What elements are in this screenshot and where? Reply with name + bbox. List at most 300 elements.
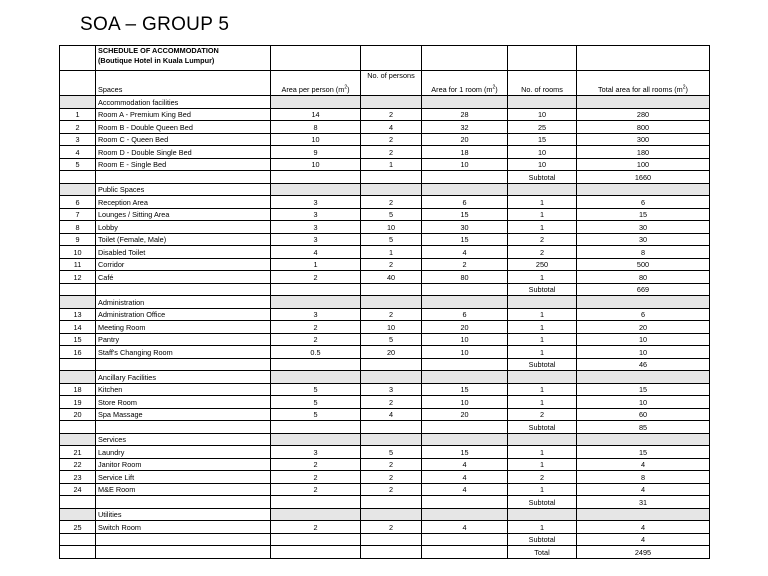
total-area-value: 30 — [577, 221, 710, 234]
subtotal-blank-cell — [96, 358, 271, 371]
no-of-persons-value: 1 — [361, 158, 422, 171]
space-name: Spa Massage — [96, 408, 271, 421]
area-per-person-value: 2 — [271, 271, 361, 284]
row-number: 23 — [60, 471, 96, 484]
section-header-row — [60, 433, 710, 446]
row-number: 18 — [60, 383, 96, 396]
subtotal-value: 46 — [577, 358, 710, 371]
subtotal-blank-cell — [96, 283, 271, 296]
area-per-person-text: Area per person (m — [281, 85, 345, 94]
space-name: Room C - Queen Bed — [96, 133, 271, 146]
area-per-person-value: 3 — [271, 208, 361, 221]
total-blank-cell — [422, 546, 508, 559]
area-per-person-value: 2 — [271, 321, 361, 334]
space-name: Janitor Room — [96, 458, 271, 471]
section-header-row — [60, 371, 710, 384]
table-row — [60, 208, 710, 221]
no-of-rooms-value: 1 — [508, 383, 577, 396]
area-per-person-value: 2 — [271, 458, 361, 471]
subtotal-blank-cell — [361, 533, 422, 546]
row-number: 9 — [60, 233, 96, 246]
space-name: Room D - Double Single Bed — [96, 146, 271, 159]
area-per-person-value: 5 — [271, 396, 361, 409]
area-per-person-value: 5 — [271, 383, 361, 396]
no-of-rooms-value: 1 — [508, 321, 577, 334]
area-per-person-value: 3 — [271, 233, 361, 246]
subtotal-row — [60, 533, 710, 546]
section-blank-cell — [508, 183, 577, 196]
space-name: Lounges / Sitting Area — [96, 208, 271, 221]
no-of-rooms-value: 10 — [508, 108, 577, 121]
subtotal-row — [60, 496, 710, 509]
column-header-no-of-persons — [361, 71, 422, 96]
area-per-person-value: 1 — [271, 258, 361, 271]
area-one-room-value: 4 — [422, 521, 508, 534]
area-one-room-value: 6 — [422, 308, 508, 321]
no-of-persons-value: 2 — [361, 108, 422, 121]
no-of-persons-value: 2 — [361, 521, 422, 534]
section-blank-cell — [271, 371, 361, 384]
column-header-area-per-person — [271, 71, 361, 96]
section-blank-cell — [361, 508, 422, 521]
section-blank-cell — [422, 508, 508, 521]
no-of-persons-text: No. of persons — [367, 71, 415, 80]
space-name: Café — [96, 271, 271, 284]
space-name: Kitchen — [96, 383, 271, 396]
no-of-persons-value: 5 — [361, 233, 422, 246]
schedule-title-line1: SCHEDULE OF ACCOMMODATION — [98, 46, 219, 55]
total-row — [60, 546, 710, 559]
space-name: Reception Area — [96, 196, 271, 209]
subtotal-blank-cell — [96, 533, 271, 546]
subtotal-label: Subtotal — [508, 533, 577, 546]
row-number: 7 — [60, 208, 96, 221]
no-of-rooms-value: 10 — [508, 146, 577, 159]
total-area-value: 300 — [577, 133, 710, 146]
total-area-value: 10 — [577, 333, 710, 346]
area-one-room-value: 10 — [422, 396, 508, 409]
section-blank-cell — [60, 296, 96, 309]
no-of-persons-value: 40 — [361, 271, 422, 284]
area-per-person-value: 0.5 — [271, 346, 361, 359]
space-name: Corridor — [96, 258, 271, 271]
section-blank-cell — [422, 433, 508, 446]
area-per-person-value: 10 — [271, 158, 361, 171]
subtotal-blank-cell — [422, 496, 508, 509]
table-row — [60, 158, 710, 171]
subtotal-blank-cell — [422, 171, 508, 184]
no-of-rooms-value: 2 — [508, 471, 577, 484]
subtotal-blank-cell — [271, 171, 361, 184]
space-name: Staff's Changing Room — [96, 346, 271, 359]
subtotal-row — [60, 421, 710, 434]
area-one-room-value: 4 — [422, 471, 508, 484]
row-number: 20 — [60, 408, 96, 421]
no-of-persons-value: 5 — [361, 208, 422, 221]
row-number: 10 — [60, 246, 96, 259]
section-blank-cell — [577, 183, 710, 196]
area-per-person-value: 3 — [271, 308, 361, 321]
no-of-rooms-value: 1 — [508, 333, 577, 346]
subtotal-blank-cell — [60, 533, 96, 546]
area-per-person-value: 14 — [271, 108, 361, 121]
section-blank-cell — [577, 508, 710, 521]
subtotal-blank-cell — [96, 421, 271, 434]
area-per-person-value: 9 — [271, 146, 361, 159]
row-number: 16 — [60, 346, 96, 359]
subtotal-blank-cell — [96, 171, 271, 184]
subtotal-blank-cell — [60, 171, 96, 184]
section-blank-cell — [508, 96, 577, 109]
total-area-value: 20 — [577, 321, 710, 334]
total-blank-cell — [96, 546, 271, 559]
no-of-persons-value: 1 — [361, 246, 422, 259]
no-of-rooms-value: 1 — [508, 271, 577, 284]
section-blank-cell — [60, 508, 96, 521]
total-area-value: 80 — [577, 271, 710, 284]
area-one-room-value: 28 — [422, 108, 508, 121]
section-header-row — [60, 183, 710, 196]
subtotal-blank-cell — [422, 283, 508, 296]
section-blank-cell — [271, 508, 361, 521]
row-number: 1 — [60, 108, 96, 121]
subtotal-row — [60, 358, 710, 371]
space-name: Administration Office — [96, 308, 271, 321]
no-of-persons-value: 2 — [361, 196, 422, 209]
subtotal-label: Subtotal — [508, 496, 577, 509]
no-of-persons-value: 2 — [361, 308, 422, 321]
area-one-room-value: 18 — [422, 146, 508, 159]
total-area-value: 30 — [577, 233, 710, 246]
area-per-person-value: 3 — [271, 446, 361, 459]
area-one-room-value: 15 — [422, 208, 508, 221]
subtotal-value: 85 — [577, 421, 710, 434]
table-row — [60, 146, 710, 159]
total-area-value: 800 — [577, 121, 710, 134]
section-blank-cell — [271, 433, 361, 446]
total-blank-cell — [271, 546, 361, 559]
space-name: Toilet (Female, Male) — [96, 233, 271, 246]
row-number: 15 — [60, 333, 96, 346]
no-of-rooms-value: 1 — [508, 208, 577, 221]
no-of-rooms-value: 250 — [508, 258, 577, 271]
subtotal-blank-cell — [60, 358, 96, 371]
space-name: Lobby — [96, 221, 271, 234]
subtotal-blank-cell — [361, 283, 422, 296]
area-one-room-value: 20 — [422, 321, 508, 334]
section-blank-cell — [422, 296, 508, 309]
section-blank-cell — [577, 96, 710, 109]
section-blank-cell — [508, 371, 577, 384]
table-row — [60, 458, 710, 471]
space-name: Room A - Premium King Bed — [96, 108, 271, 121]
total-area-value: 10 — [577, 346, 710, 359]
column-header-no — [60, 71, 96, 96]
area-per-person-value: 2 — [271, 333, 361, 346]
no-of-persons-value: 10 — [361, 321, 422, 334]
subtotal-label: Subtotal — [508, 358, 577, 371]
section-blank-cell — [361, 371, 422, 384]
area-one-room-value: 20 — [422, 133, 508, 146]
header-cell-blank — [422, 46, 508, 71]
total-area-value: 4 — [577, 521, 710, 534]
section-name: Public Spaces — [96, 183, 271, 196]
area-per-person-value: 5 — [271, 408, 361, 421]
no-of-rooms-value: 1 — [508, 483, 577, 496]
section-blank-cell — [577, 371, 710, 384]
subtotal-blank-cell — [422, 421, 508, 434]
no-of-persons-value: 2 — [361, 133, 422, 146]
section-blank-cell — [508, 433, 577, 446]
section-blank-cell — [577, 296, 710, 309]
subtotal-blank-cell — [60, 496, 96, 509]
column-header-area-one-room — [422, 71, 508, 96]
table-row — [60, 471, 710, 484]
page-title: SOA – GROUP 5 — [80, 14, 230, 35]
header-cell-blank — [508, 46, 577, 71]
total-area-value: 6 — [577, 308, 710, 321]
row-number: 2 — [60, 121, 96, 134]
subtotal-blank-cell — [271, 358, 361, 371]
total-area-text: Total area for all rooms (m — [598, 85, 683, 94]
space-name: M&E Room — [96, 483, 271, 496]
subtotal-blank-cell — [361, 496, 422, 509]
section-blank-cell — [361, 433, 422, 446]
table-row — [60, 333, 710, 346]
close-paren: ) — [685, 85, 688, 94]
superscript-2: 2 — [344, 84, 348, 91]
no-of-rooms-value: 2 — [508, 246, 577, 259]
no-of-rooms-value: 1 — [508, 196, 577, 209]
section-blank-cell — [361, 183, 422, 196]
no-of-persons-value: 10 — [361, 221, 422, 234]
no-of-rooms-value: 1 — [508, 308, 577, 321]
total-area-value: 4 — [577, 458, 710, 471]
table-row — [60, 483, 710, 496]
no-of-rooms-value: 1 — [508, 446, 577, 459]
section-name: Administration — [96, 296, 271, 309]
space-name: Meeting Room — [96, 321, 271, 334]
section-blank-cell — [361, 96, 422, 109]
section-header-row — [60, 296, 710, 309]
subtotal-blank-cell — [271, 533, 361, 546]
no-of-rooms-value: 2 — [508, 233, 577, 246]
space-name: Laundry — [96, 446, 271, 459]
area-one-room-value: 20 — [422, 408, 508, 421]
subtotal-blank-cell — [271, 496, 361, 509]
area-per-person-value: 3 — [271, 221, 361, 234]
row-number: 12 — [60, 271, 96, 284]
table-row — [60, 408, 710, 421]
area-per-person-value: 8 — [271, 121, 361, 134]
total-area-value: 180 — [577, 146, 710, 159]
table-row — [60, 346, 710, 359]
area-one-room-value: 6 — [422, 196, 508, 209]
column-header-no-of-rooms: No. of rooms — [508, 71, 577, 96]
section-blank-cell — [271, 296, 361, 309]
schedule-title-line2: (Boutique Hotel in Kuala Lumpur) — [98, 56, 215, 65]
section-name: Utilities — [96, 508, 271, 521]
subtotal-value: 669 — [577, 283, 710, 296]
no-of-persons-value: 2 — [361, 146, 422, 159]
table-row — [60, 121, 710, 134]
area-one-room-value: 15 — [422, 233, 508, 246]
total-area-value: 100 — [577, 158, 710, 171]
area-per-person-value: 4 — [271, 246, 361, 259]
total-area-value: 10 — [577, 396, 710, 409]
superscript-2: 2 — [682, 84, 686, 91]
area-one-room-value: 10 — [422, 346, 508, 359]
space-name: Store Room — [96, 396, 271, 409]
area-one-room-value: 4 — [422, 246, 508, 259]
table-row — [60, 108, 710, 121]
subtotal-blank-cell — [422, 358, 508, 371]
no-of-rooms-value: 10 — [508, 158, 577, 171]
section-blank-cell — [422, 371, 508, 384]
no-of-rooms-value: 1 — [508, 396, 577, 409]
row-number: 3 — [60, 133, 96, 146]
header-cell-blank — [60, 46, 96, 71]
no-of-persons-value: 20 — [361, 346, 422, 359]
row-number: 19 — [60, 396, 96, 409]
space-name: Switch Room — [96, 521, 271, 534]
subtotal-blank-cell — [271, 283, 361, 296]
schedule-title-cell — [96, 46, 271, 71]
total-area-value: 280 — [577, 108, 710, 121]
table-row — [60, 258, 710, 271]
row-number: 11 — [60, 258, 96, 271]
subtotal-value: 31 — [577, 496, 710, 509]
row-number: 8 — [60, 221, 96, 234]
row-number: 13 — [60, 308, 96, 321]
area-one-room-value: 15 — [422, 446, 508, 459]
total-area-value: 15 — [577, 383, 710, 396]
total-area-value: 4 — [577, 483, 710, 496]
area-per-person-value: 3 — [271, 196, 361, 209]
subtotal-blank-cell — [361, 421, 422, 434]
subtotal-blank-cell — [271, 421, 361, 434]
close-paren: ) — [347, 85, 350, 94]
no-of-persons-value: 4 — [361, 121, 422, 134]
table-row — [60, 133, 710, 146]
no-of-persons-value: 2 — [361, 471, 422, 484]
total-area-value: 8 — [577, 471, 710, 484]
total-area-value: 15 — [577, 208, 710, 221]
total-area-value: 8 — [577, 246, 710, 259]
total-area-value: 60 — [577, 408, 710, 421]
area-one-room-value: 2 — [422, 258, 508, 271]
subtotal-row — [60, 283, 710, 296]
section-blank-cell — [422, 183, 508, 196]
section-blank-cell — [361, 296, 422, 309]
space-name: Disabled Toilet — [96, 246, 271, 259]
no-of-rooms-value: 15 — [508, 133, 577, 146]
space-name: Service Lift — [96, 471, 271, 484]
no-of-rooms-value: 1 — [508, 221, 577, 234]
section-blank-cell — [60, 96, 96, 109]
subtotal-label: Subtotal — [508, 421, 577, 434]
column-header-spaces: Spaces — [96, 71, 271, 96]
subtotal-blank-cell — [422, 533, 508, 546]
space-name: Pantry — [96, 333, 271, 346]
table-row — [60, 321, 710, 334]
section-blank-cell — [60, 433, 96, 446]
table-row — [60, 308, 710, 321]
no-of-rooms-value: 1 — [508, 346, 577, 359]
section-header-row — [60, 508, 710, 521]
area-per-person-value: 2 — [271, 521, 361, 534]
header-cell-blank — [577, 46, 710, 71]
total-area-value: 15 — [577, 446, 710, 459]
no-of-persons-value: 2 — [361, 458, 422, 471]
section-blank-cell — [577, 433, 710, 446]
close-paren: ) — [495, 85, 498, 94]
section-blank-cell — [60, 183, 96, 196]
area-one-room-value: 32 — [422, 121, 508, 134]
subtotal-blank-cell — [361, 171, 422, 184]
section-blank-cell — [508, 296, 577, 309]
subtotal-blank-cell — [60, 283, 96, 296]
section-blank-cell — [422, 96, 508, 109]
section-blank-cell — [60, 371, 96, 384]
no-of-rooms-value: 1 — [508, 458, 577, 471]
area-one-room-value: 15 — [422, 383, 508, 396]
area-one-room-value: 30 — [422, 221, 508, 234]
total-label: Total — [508, 546, 577, 559]
table-row — [60, 521, 710, 534]
row-number: 4 — [60, 146, 96, 159]
no-of-persons-value: 3 — [361, 383, 422, 396]
header-cell-blank — [271, 46, 361, 71]
total-blank-cell — [60, 546, 96, 559]
area-one-room-value: 10 — [422, 158, 508, 171]
section-header-row — [60, 96, 710, 109]
subtotal-value: 4 — [577, 533, 710, 546]
subtotal-value: 1660 — [577, 171, 710, 184]
space-name: Room E - Single Bed — [96, 158, 271, 171]
total-area-value: 6 — [577, 196, 710, 209]
area-per-person-value: 10 — [271, 133, 361, 146]
no-of-persons-value: 2 — [361, 258, 422, 271]
no-of-rooms-value: 1 — [508, 521, 577, 534]
section-name: Services — [96, 433, 271, 446]
table-row — [60, 221, 710, 234]
header-row-title — [60, 46, 710, 71]
area-one-room-text: Area for 1 room (m — [431, 85, 493, 94]
space-name: Room B - Double Queen Bed — [96, 121, 271, 134]
row-number: 24 — [60, 483, 96, 496]
subtotal-label: Subtotal — [508, 283, 577, 296]
row-number: 6 — [60, 196, 96, 209]
header-row-columns — [60, 71, 710, 96]
table-row — [60, 271, 710, 284]
table-row — [60, 233, 710, 246]
subtotal-blank-cell — [361, 358, 422, 371]
area-one-room-value: 80 — [422, 271, 508, 284]
section-name: Ancillary Facilities — [96, 371, 271, 384]
row-number: 14 — [60, 321, 96, 334]
schedule-table — [59, 45, 710, 559]
area-per-person-value: 2 — [271, 483, 361, 496]
total-area-value: 500 — [577, 258, 710, 271]
row-number: 22 — [60, 458, 96, 471]
superscript-2: 2 — [492, 84, 496, 91]
row-number: 25 — [60, 521, 96, 534]
area-one-room-value: 4 — [422, 483, 508, 496]
grand-total-value: 2495 — [577, 546, 710, 559]
row-number: 21 — [60, 446, 96, 459]
no-of-rooms-value: 2 — [508, 408, 577, 421]
